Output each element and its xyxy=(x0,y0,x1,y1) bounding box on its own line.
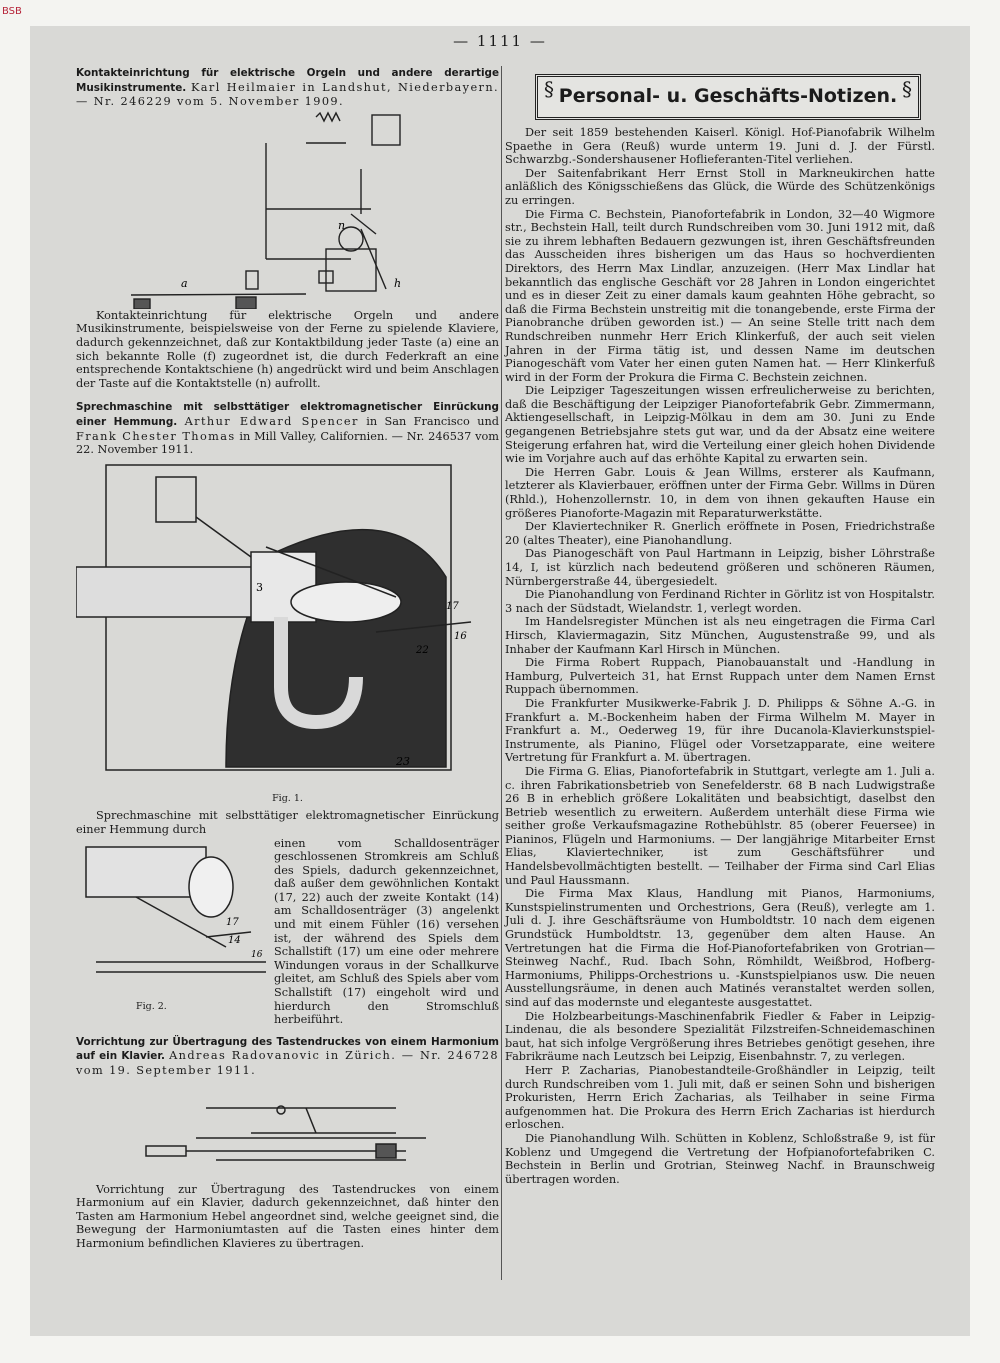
figure-label: 16 xyxy=(454,630,467,642)
figure-2 xyxy=(76,837,272,1014)
notice-paragraph: Die Firma Robert Ruppach, Pianobauanstalt und -Handlung in Hamburg, Pulverteich 31, hat Ernst Ruppach unter dem Namen Ernst Ruppach übernommen. xyxy=(505,656,935,697)
article-2-body-a: Sprechmaschine mit selbsttätiger elektromagnetischer Einrückung einer Hemmung durch xyxy=(76,809,499,836)
notice-paragraph: Die Firma G. Elias, Pianofortefabrik in Stuttgart, verlegte am 1. Juli a. c. ihren Fabrikationsbetrieb von Senefelderstr. 68 B nach Ludwigstraße 26 B in erheblich größere Lokalitäten und beabsichtigt, daselbst den Betrieb wesentlich zu erweitern. Außerdem unterhält diese Firma wie seither große Verkaufsmagazine Rothebühlstr. 85 (oberer Feuersee) in Pianinos, Flügeln und Harmoniums. — Der langjährige Mitarbeiter Ernst Elias, Klaviertechniker, ist zum Geschäftsführer und Handelsbevollmächtigten bestellt. — Teilhaber der Firma sind Carl Elias und Paul Haussmann. xyxy=(505,764,935,887)
article-2-heading xyxy=(76,400,499,456)
article-3-title: Vorrichtung zur Übertragung des Tastendruckes von einem Harmonium auf ein Klavier. xyxy=(76,1035,499,1063)
notice-paragraph: Die Herren Gabr. Louis & Jean Willms, ersterer als Kaufmann, letzterer als Klavierbauer, eröffnen unter der Firma Gebr. Willms in Düren (Rhld.), Hohenzollernstr. 10, in dem von ihnen gekauften Hause ein größeres Pianoforte-Magazin mit Reparaturwerkstätte. xyxy=(505,465,935,520)
talking-machine-figure-2 xyxy=(76,837,272,997)
notice-paragraph: Im Handelsregister München ist als neu eingetragen die Firma Carl Hirsch, Klaviermagazin, Sitz München, Augustenstraße 99, und als Inhaber der Kaufmann Karl Hirsch in München. xyxy=(505,615,935,656)
notice-paragraph: Der Saitenfabrikant Herr Ernst Stoll in Markneukirchen hatte anläßlich des Königsschießens das Glück, die Würde des Schützenkönigs zu erringen. xyxy=(505,166,935,207)
figure-label: a xyxy=(181,276,188,290)
figure-label: 22 xyxy=(416,644,429,656)
page-number: — 1111 — xyxy=(453,32,547,50)
figure-1-caption: Fig. 1. xyxy=(272,792,303,804)
harmonium-transfer-figure xyxy=(76,1078,499,1183)
figure-label: 17 xyxy=(446,600,459,612)
talking-machine-figure-1 xyxy=(76,457,499,792)
notice-paragraph: Die Holzbearbeitungs-Maschinenfabrik Fiedler & Faber in Leipzig-Lindenau, die als besondere Spezialität Filzstreifen-Schneidemaschinen baut, hat sich infolge Vergrößerung ihres Betriebes genötigt gesehen, ihre Fabrikräume nach Leutzsch bei Leipzig, Eisenbahnstr. 7, zu verlegen. xyxy=(505,1009,935,1064)
article-1-body: Kontakteinrichtung für elektrische Orgeln und andere Musikinstrumente, beispielsweise von der Ferne zu spielende Klaviere, dadurch gekennzeichnet, daß zur Kontaktbildung jeder Taste (a) eine an sich bekannte Rolle (f) zugeordnet ist, die durch Federkraft an eine entsprechende Kontaktschiene (h) angedrückt wird und beim Anschlagen der Taste auf die Kontaktstelle (n) aufrollt. xyxy=(76,308,499,390)
column-divider xyxy=(501,66,502,1280)
notice-paragraph: Die Pianohandlung Wilh. Schütten in Koblenz, Schloßstraße 9, ist für Koblenz und Umgegend die Vertretung der Hofpianofortefabriken C. Bechstein in Berlin und Grotrian, Steinweg Nachf. in Braunschweig übertragen worden. xyxy=(505,1131,935,1186)
figure-label: n xyxy=(338,218,346,232)
article-3-meta: Andreas Radovanovic in Zürich. — Nr. 246728 vom 19. September 1911. xyxy=(76,1049,499,1077)
notice-paragraph: Herr P. Zacharias, Pianobestandteile-Großhändler in Leipzig, teilt durch Rundschreiben vom 1. Juli mit, daß er seinen Sohn und bisherigen Prokuristen, Herrn Erich Zacharias, als Teilhaber in seine Firma aufgenommen hat. Die Prokura des Herrn Erich Zacharias ist hierdurch erloschen. xyxy=(505,1063,935,1132)
article-2-body-wrap xyxy=(76,837,499,1027)
right-column xyxy=(505,66,935,1186)
notice-paragraph: Der seit 1859 bestehenden Kaiserl. Königl. Hof-Pianofabrik Wilhelm Spaethe in Gera (Reuß) wurde unterm 19. Juni d. J. der Fürstl. Schwarzbg.-Sondershausener Hoflieferanten-Titel verliehen. xyxy=(505,126,935,167)
article-2-inventor: Arthur Edward Spencer xyxy=(184,414,359,428)
article-2-title: Sprechmaschine mit selbsttätiger elektromagnetischer Einrückung einer Hemmung. xyxy=(76,401,499,428)
figure-2-caption: Fig. 2. xyxy=(136,1001,167,1013)
section-title: Personal- u. Geschäfts-Notizen. xyxy=(558,85,898,108)
notice-paragraph: Der Klaviertechniker R. Gnerlich eröffnete in Posen, Friedrichstraße 20 (altes Theater), eine Pianohandlung. xyxy=(505,520,935,547)
article-3-body: Vorrichtung zur Übertragung des Tastendruckes von einem Harmonium auf ein Klavier, dadurch gekennzeichnet, daß hinter den Tasten am Harmonium Hebel angeordnet sind, welche geeignet sind, die Bewegung der Harmoniumtasten auf die Tasten eines hinter dem Harmonium befindlichen Klavieres zu übertragen. xyxy=(76,1182,499,1250)
article-2-body-b: einen vom Schalldosenträger geschlossenen Stromkreis am Schluß des Spiels, dadurch gekennzeichnet, daß außer dem gewöhnlichen Kontakt (17, 22) auch der zweite Kontakt (14) am Schalldosenträger (3) angelenkt und mit einem Fühler (16) versehen ist, der während des Spiels dem Schallstift (17) um eine oder mehrere Windungen voraus in der Schallkurve gleitet, am Schluß des Spiels aber vom Schallstift (17) eingeholt wird und hierdurch den Stromschluß herbeiführt. xyxy=(274,836,499,1027)
section-banner xyxy=(535,74,921,120)
notice-paragraph: Das Pianogeschäft von Paul Hartmann in Leipzig, bisher Löhrstraße 14, I, ist kürzlich nach bedeutend größeren und schöneren Räumen, Nürnbergerstraße 44, übergesiedelt. xyxy=(505,547,935,588)
figure-label: 23 xyxy=(396,754,410,768)
notice-paragraph: Die Leipziger Tageszeitungen wissen erfreulicherweise zu berichten, daß die Beschäftigung der Leipziger Pianofortefabrik Gebr. Zimmermann, Aktiengesellschaft, in Leipzig-Mölkau in dem am 30. Juni zu Ende gegangenen Betriebsjahre stets gut war, und da der Absatz eine weitere Steigerung erfahren hat, wird die Verteilung einer gleich hohen Dividende wie im Vorjahre auch auf das erhöhte Kapital zu erwarten sein. xyxy=(505,384,935,466)
article-2-inventor-2: Frank Chester Thomas xyxy=(76,429,236,443)
notice-paragraph: Die Frankfurter Musikwerke-Fabrik J. D. Philipps & Söhne A.-G. in Frankfurt a. M.-Bockenheim haben der Firma Wilhelm M. Mayer in Frankfurt a. M., Oederweg 19, für ihre Ducanola-Klavierkunstspiel-Instrumente, als Pianino, Flügel oder Vorsetzapparate, eine weitere Vertretung für Frankfurt a. M. übertragen. xyxy=(505,696,935,765)
banner-ornament-icon: § xyxy=(544,77,554,101)
article-1-title: Kontakteinrichtung für elektrische Orgeln und andere derartige Musikinstrumente. xyxy=(76,67,499,94)
notice-paragraph: Die Pianohandlung von Ferdinand Richter in Görlitz ist von Hospitalstr. 3 nach der Südstadt, Wielandstr. 1, verlegt worden. xyxy=(505,588,935,615)
article-1-heading xyxy=(76,66,499,109)
article-1-meta: Karl Heilmaier in Landshut, Niederbayern. — Nr. 246229 vom 5. November 1909. xyxy=(76,80,499,109)
library-mark: BSB xyxy=(2,6,22,17)
figure-label: 3 xyxy=(256,580,263,594)
article-2-meta-end: in Mill Valley, Californien. — Nr. 246537 vom 22. November 1911. xyxy=(76,429,499,457)
contact-device-figure xyxy=(76,109,499,309)
figure-label: 14 xyxy=(228,934,241,946)
figure-label: 17 xyxy=(226,916,239,928)
banner-ornament-icon: § xyxy=(902,77,912,101)
figure-label: 16 xyxy=(251,949,263,960)
figure-label: h xyxy=(394,276,402,290)
left-column xyxy=(76,66,499,1251)
notice-paragraph: Die Firma C. Bechstein, Pianofortefabrik in London, 32—40 Wigmore str., Bechstein Hall, teilt durch Rundschreiben vom 30. Juni 1912 mit, daß sie zu ihrem lebhaften Bedauern gezwungen ist, ihren Geschäftsfreunden das Ausscheiden ihres bisherigen um das Haus so hochverdienten Direktors, des Herrn Max Lindlar, anzuzeigen. (Herr Max Lindlar hat bekanntlich das englische Geschäft vor 28 Jahren in London eingerichtet und es in dieser Zeit zu einer damals kaum geahnten Höhe gebracht, so daß die Firma Bechstein unstreitig mit die tonangebende, erste Firma der Pianobranche drüben geworden ist.) — An seine Stelle tritt nach dem Rundschreiben nunmehr Herr Erich Klinkerfuß, der auch seit vielen Jahren in der Firma tätig ist, und dessen Name im deutschen Pianogeschäft vom Vater her einen guten Namen hat. — Herr Klinkerfuß wird in der Form der Prokura die Firma C. Bechstein zeichnen. xyxy=(505,207,935,384)
notice-paragraph: Die Firma Max Klaus, Handlung mit Pianos, Harmoniums, Kunstspielinstrumenten und Orchestrions, Gera (Reuß), verlegte am 1. Juli d. J. ihre Geschäftsräume von Humboldtstr. 10 nach dem eigenen Grundstück Humboldtstr. 13, gegenüber dem alten Hause. An Vertretungen hat die Firma die Hof-Pianofortefabriken von Grotrian—Steinweg Nachf., Rud. Ibach Sohn, Römhildt, Weißbrod, Hofberg-Harmoniums, Philipps-Orchestrions u. -Kunstspielpianos usw. Die neuen Ausstellungsräume, in denen auch Matinés veranstaltet werden sollen, sind auf das modernste und eleganteste ausgestattet. xyxy=(505,887,935,1009)
article-2-meta-mid: in San Francisco und xyxy=(366,414,499,428)
article-3-heading xyxy=(76,1035,499,1078)
